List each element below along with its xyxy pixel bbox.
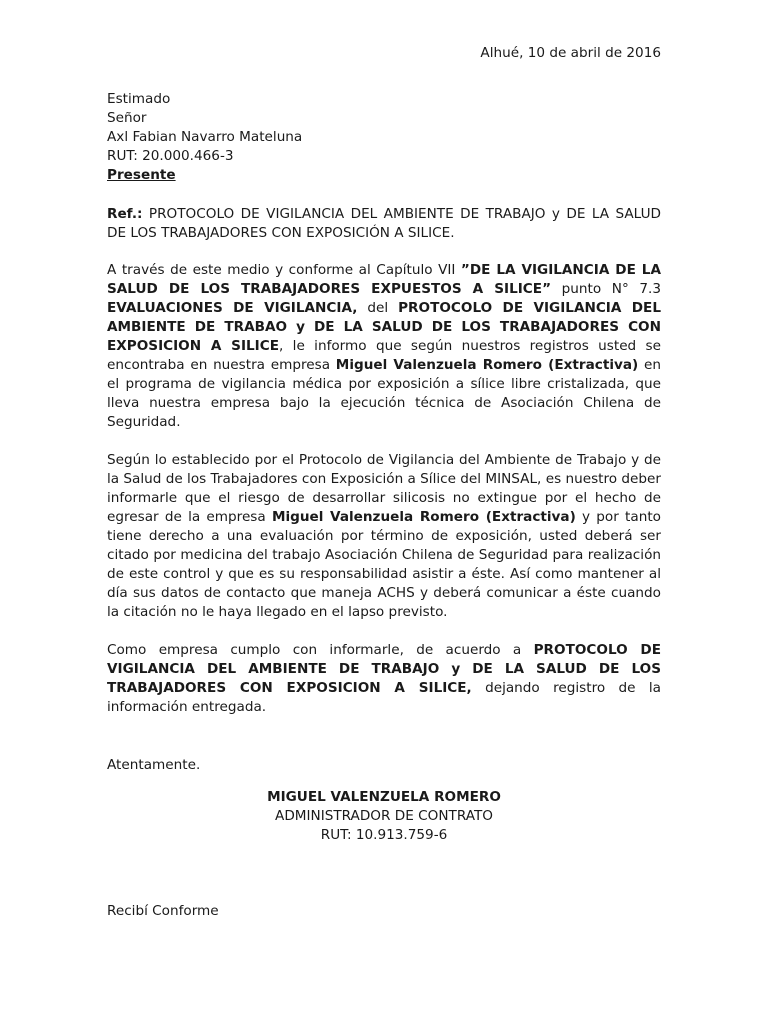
p1-text-4: , le informo que según nuestros registros usted se encontraba en nuestra empresa bbox=[107, 338, 661, 373]
p1-text-5: en el programa de vigilancia médica por exposición a sílice libre cristalizada, que lleva nuestra empresa bajo la ejecución técnica de Asociación Chilena de Seguridad. bbox=[107, 357, 661, 430]
p3-bold-1: PROTOCOLO DE VIGILANCIA DEL AMBIENTE DE TRABAJO y DE LA SALUD DE LOS TRABAJADORES CON EXPOSICION A SILICE, bbox=[107, 642, 661, 696]
p1-bold-4: Miguel Valenzuela Romero (Extractiva) bbox=[335, 357, 639, 373]
p2-text-2: y por tanto tiene derecho a una evaluación por término de exposición, usted deberá ser citado por medicina del trabajo Asociación Chilena de Seguridad para realización de este control y que es su responsabilidad asistir a éste. Así como mantener al día sus datos de contacto que maneja ACHS y deberá comunicar a éste cuando la citación no le haya llegado en el lapso previsto. bbox=[107, 509, 661, 620]
signer-rut: RUT: 10.913.759-6 bbox=[320, 827, 448, 843]
salutation-line: Estimado bbox=[107, 91, 171, 107]
p1-text-3: del bbox=[357, 300, 399, 316]
addressee-block bbox=[107, 90, 302, 185]
presente-label: Presente bbox=[107, 167, 176, 183]
signer-name: MIGUEL VALENZUELA ROMERO bbox=[267, 789, 501, 805]
signature-block bbox=[107, 788, 661, 845]
p1-bold-3: PROTOCOLO DE VIGILANCIA DEL AMBIENTE DE TRABAO y DE LA SALUD DE LOS TRABAJADORES CON EXPOSICION A SILICE bbox=[107, 300, 661, 354]
p1-bold-1: ”DE LA VIGILANCIA DE LA SALUD DE LOS TRABAJADORES EXPUESTOS A SILICE” bbox=[107, 262, 661, 297]
date-line: Alhué, 10 de abril de 2016 bbox=[480, 45, 661, 61]
body-paragraph-3 bbox=[107, 641, 661, 717]
p1-text-2: punto N° 7.3 bbox=[551, 281, 661, 297]
body-paragraph-1 bbox=[107, 261, 661, 432]
addressee-name: Axl Fabian Navarro Mateluna bbox=[107, 129, 303, 145]
received-confirmation: Recibí Conforme bbox=[107, 903, 219, 919]
p1-bold-2: EVALUACIONES DE VIGILANCIA, bbox=[107, 300, 358, 316]
closing-line: Atentamente. bbox=[107, 757, 201, 773]
body-paragraph-2 bbox=[107, 451, 661, 622]
p3-text-2: dejando registro de la información entregada. bbox=[107, 680, 661, 715]
p3-text-1: Como empresa cumplo con informarle, de acuerdo a bbox=[107, 642, 534, 658]
signer-title: ADMINISTRADOR DE CONTRATO bbox=[275, 808, 493, 824]
reference-paragraph bbox=[107, 205, 661, 243]
reference-text: PROTOCOLO DE VIGILANCIA DEL AMBIENTE DE TRABAJO y DE LA SALUD DE LOS TRABAJADORES CON EXPOSICIÓN A SILICE. bbox=[107, 206, 661, 241]
p2-bold-1: Miguel Valenzuela Romero (Extractiva) bbox=[271, 509, 576, 525]
honorific-line: Señor bbox=[107, 110, 147, 126]
p1-text-1: A través de este medio y conforme al Capítulo VII bbox=[107, 262, 461, 278]
reference-label: Ref.: bbox=[107, 206, 143, 222]
addressee-rut: RUT: 20.000.466-3 bbox=[107, 148, 234, 164]
p2-text-1: Según lo establecido por el Protocolo de Vigilancia del Ambiente de Trabajo y de la Salud de los Trabajadores con Exposición a Sílice del MINSAL, es nuestro deber informarle que el riesgo de desarrollar silicosis no extingue por el hecho de egresar de la empresa bbox=[107, 452, 661, 525]
